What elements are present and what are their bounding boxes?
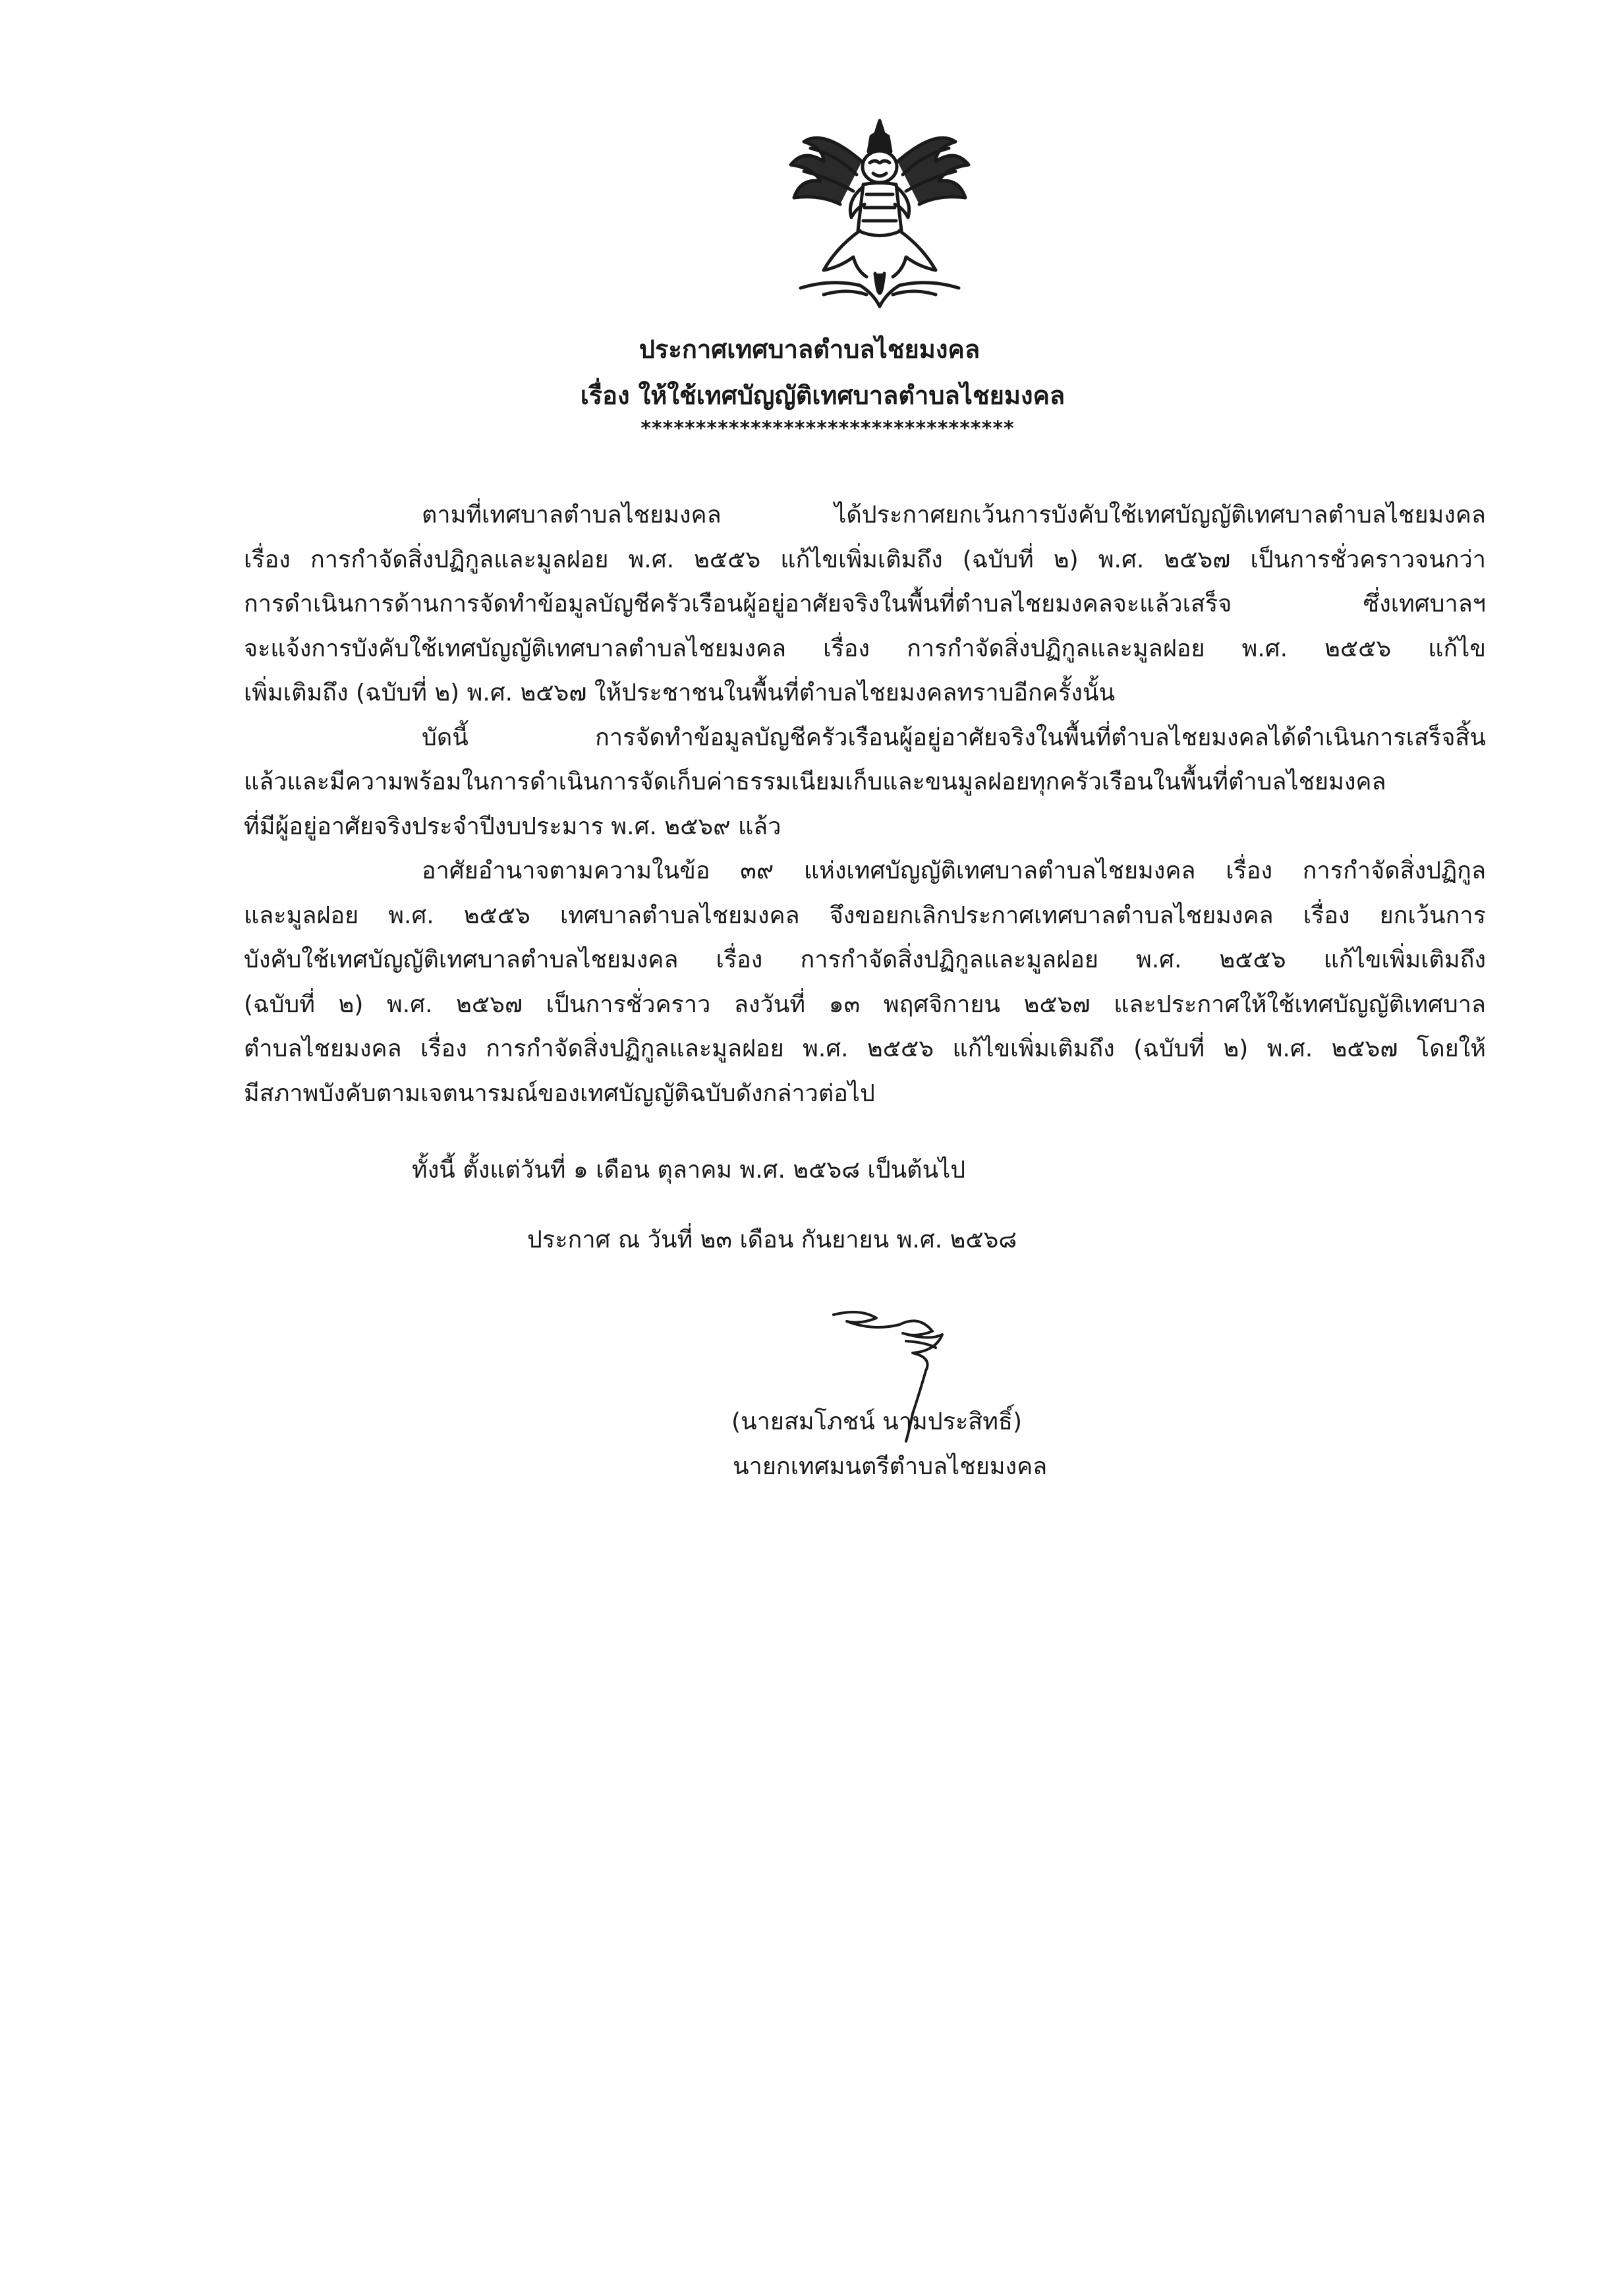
announcement-header bbox=[0, 326, 1619, 442]
title-divider: ********************************** bbox=[640, 417, 1015, 440]
garuda-emblem-graphic bbox=[725, 115, 1035, 320]
body-line: จะแจ้งการบังคับใช้เทศบัญญัติเทศบาลตำบลไชยมงคล เรื่อง การกำจัดสิ่งปฏิกูลและมูลฝอย พ.ศ. ๒๕๕๖ แก้ไข bbox=[244, 635, 1486, 662]
body-line: บังคับใช้เทศบัญญัติเทศบาลตำบลไชยมงคล เรื่อง การกำจัดสิ่งปฏิกูลและมูลฝอย พ.ศ. ๒๕๕๖ แก้ไขเพิ่มเติมถึง bbox=[244, 946, 1486, 973]
garuda-emblem bbox=[725, 115, 1035, 320]
body-line: ตามที่เทศบาลตำบลไชยมงคล ได้ประกาศยกเว้นการบังคับใช้เทศบัญญัติเทศบาลตำบลไชยมงคล bbox=[422, 502, 1486, 529]
signer-position: นายกเทศมนตรีตำบลไชยมงคล bbox=[733, 1453, 1048, 1480]
body-line: ที่มีผู้อยู่อาศัยจริงประจำปีงบประมาร พ.ศ. ๒๕๖๙ แล้ว bbox=[244, 813, 781, 840]
body-line: เพิ่มเติมถึง (ฉบับที่ ๒) พ.ศ. ๒๕๖๗ ให้ประชาชนในพื้นที่ตำบลไชยมงคลทราบอีกครั้งนั้น bbox=[244, 679, 1116, 706]
body-line: มีสภาพบังคับตามเจตนารมณ์ของเทศบัญญัติฉบับดังกล่าวต่อไป bbox=[244, 1079, 875, 1107]
announcement-body bbox=[244, 493, 1486, 1116]
body-line: เรื่อง การกำจัดสิ่งปฏิกูลและมูลฝอย พ.ศ. ๒๕๕๖ แก้ไขเพิ่มเติมถึง (ฉบับที่ ๒) พ.ศ. ๒๕๖๗ เป็นการชั่วคราวจนกว่า bbox=[244, 546, 1486, 573]
body-line: แล้วและมีความพร้อมในการดำเนินการจัดเก็บค่าธรรมเนียมเก็บและขนมูลฝอยทุกครัวเรือนในพื้นที่ตำบลไชยมงคล bbox=[244, 768, 1386, 795]
body-line: และมูลฝอย พ.ศ. ๒๕๕๖ เทศบาลตำบลไชยมงคล จึงขอยกเลิกประกาศเทศบาลตำบลไชยมงคล เรื่อง ยกเว้นการ bbox=[244, 902, 1486, 929]
body-line: การดำเนินการด้านการจัดทำข้อมูลบัญชีครัวเรือนผู้อยู่อาศัยจริงในพื้นที่ตำบลไชยมงคลจะแล้วเสร็จ ซึ่งเทศบาลฯ bbox=[244, 590, 1486, 617]
signer-name: (นายสมโภชน์ นามประสิทธิ์) bbox=[731, 1408, 1023, 1435]
body-line: บัดนี้ การจัดทำข้อมูลบัญชีครัวเรือนผู้อยู่อาศัยจริงในพื้นที่ตำบลไชยมงคลได้ดำเนินการเสร็จสิ้น bbox=[422, 724, 1486, 751]
announcement-date: ประกาศ ณ วันที่ ๒๓ เดือน กันยายน พ.ศ. ๒๕๖๘ bbox=[527, 1226, 1017, 1253]
announcement-subject: เรื่อง ให้ใช้เทศบัญญัติเทศบาลตำบลไชยมงคล bbox=[580, 381, 1065, 410]
effective-date: ทั้งนี้ ตั้งแต่วันที่ ๑ เดือน ตุลาคม พ.ศ. ๒๕๖๘ เป็นต้นไป bbox=[412, 1157, 966, 1184]
body-line: ตำบลไชยมงคล เรื่อง การกำจัดสิ่งปฏิกูลและมูลฝอย พ.ศ. ๒๕๕๖ แก้ไขเพิ่มเติมถึง (ฉบับที่ ๒) พ.ศ. ๒๕๖๗ โดยให้ bbox=[244, 1035, 1486, 1062]
body-line: อาศัยอำนาจตามความในข้อ ๓๙ แห่งเทศบัญญัติเทศบาลตำบลไชยมงคล เรื่อง การกำจัดสิ่งปฏิกูล bbox=[422, 857, 1486, 884]
body-line: (ฉบับที่ ๒) พ.ศ. ๒๕๖๗ เป็นการชั่วคราว ลงวันที่ ๑๓ พฤศจิกายน ๒๕๖๗ และประกาศให้ใช้เทศบัญญัติเทศบาล bbox=[244, 990, 1486, 1018]
announcement-title: ประกาศเทศบาลตำบลไชยมงคล bbox=[639, 335, 980, 364]
